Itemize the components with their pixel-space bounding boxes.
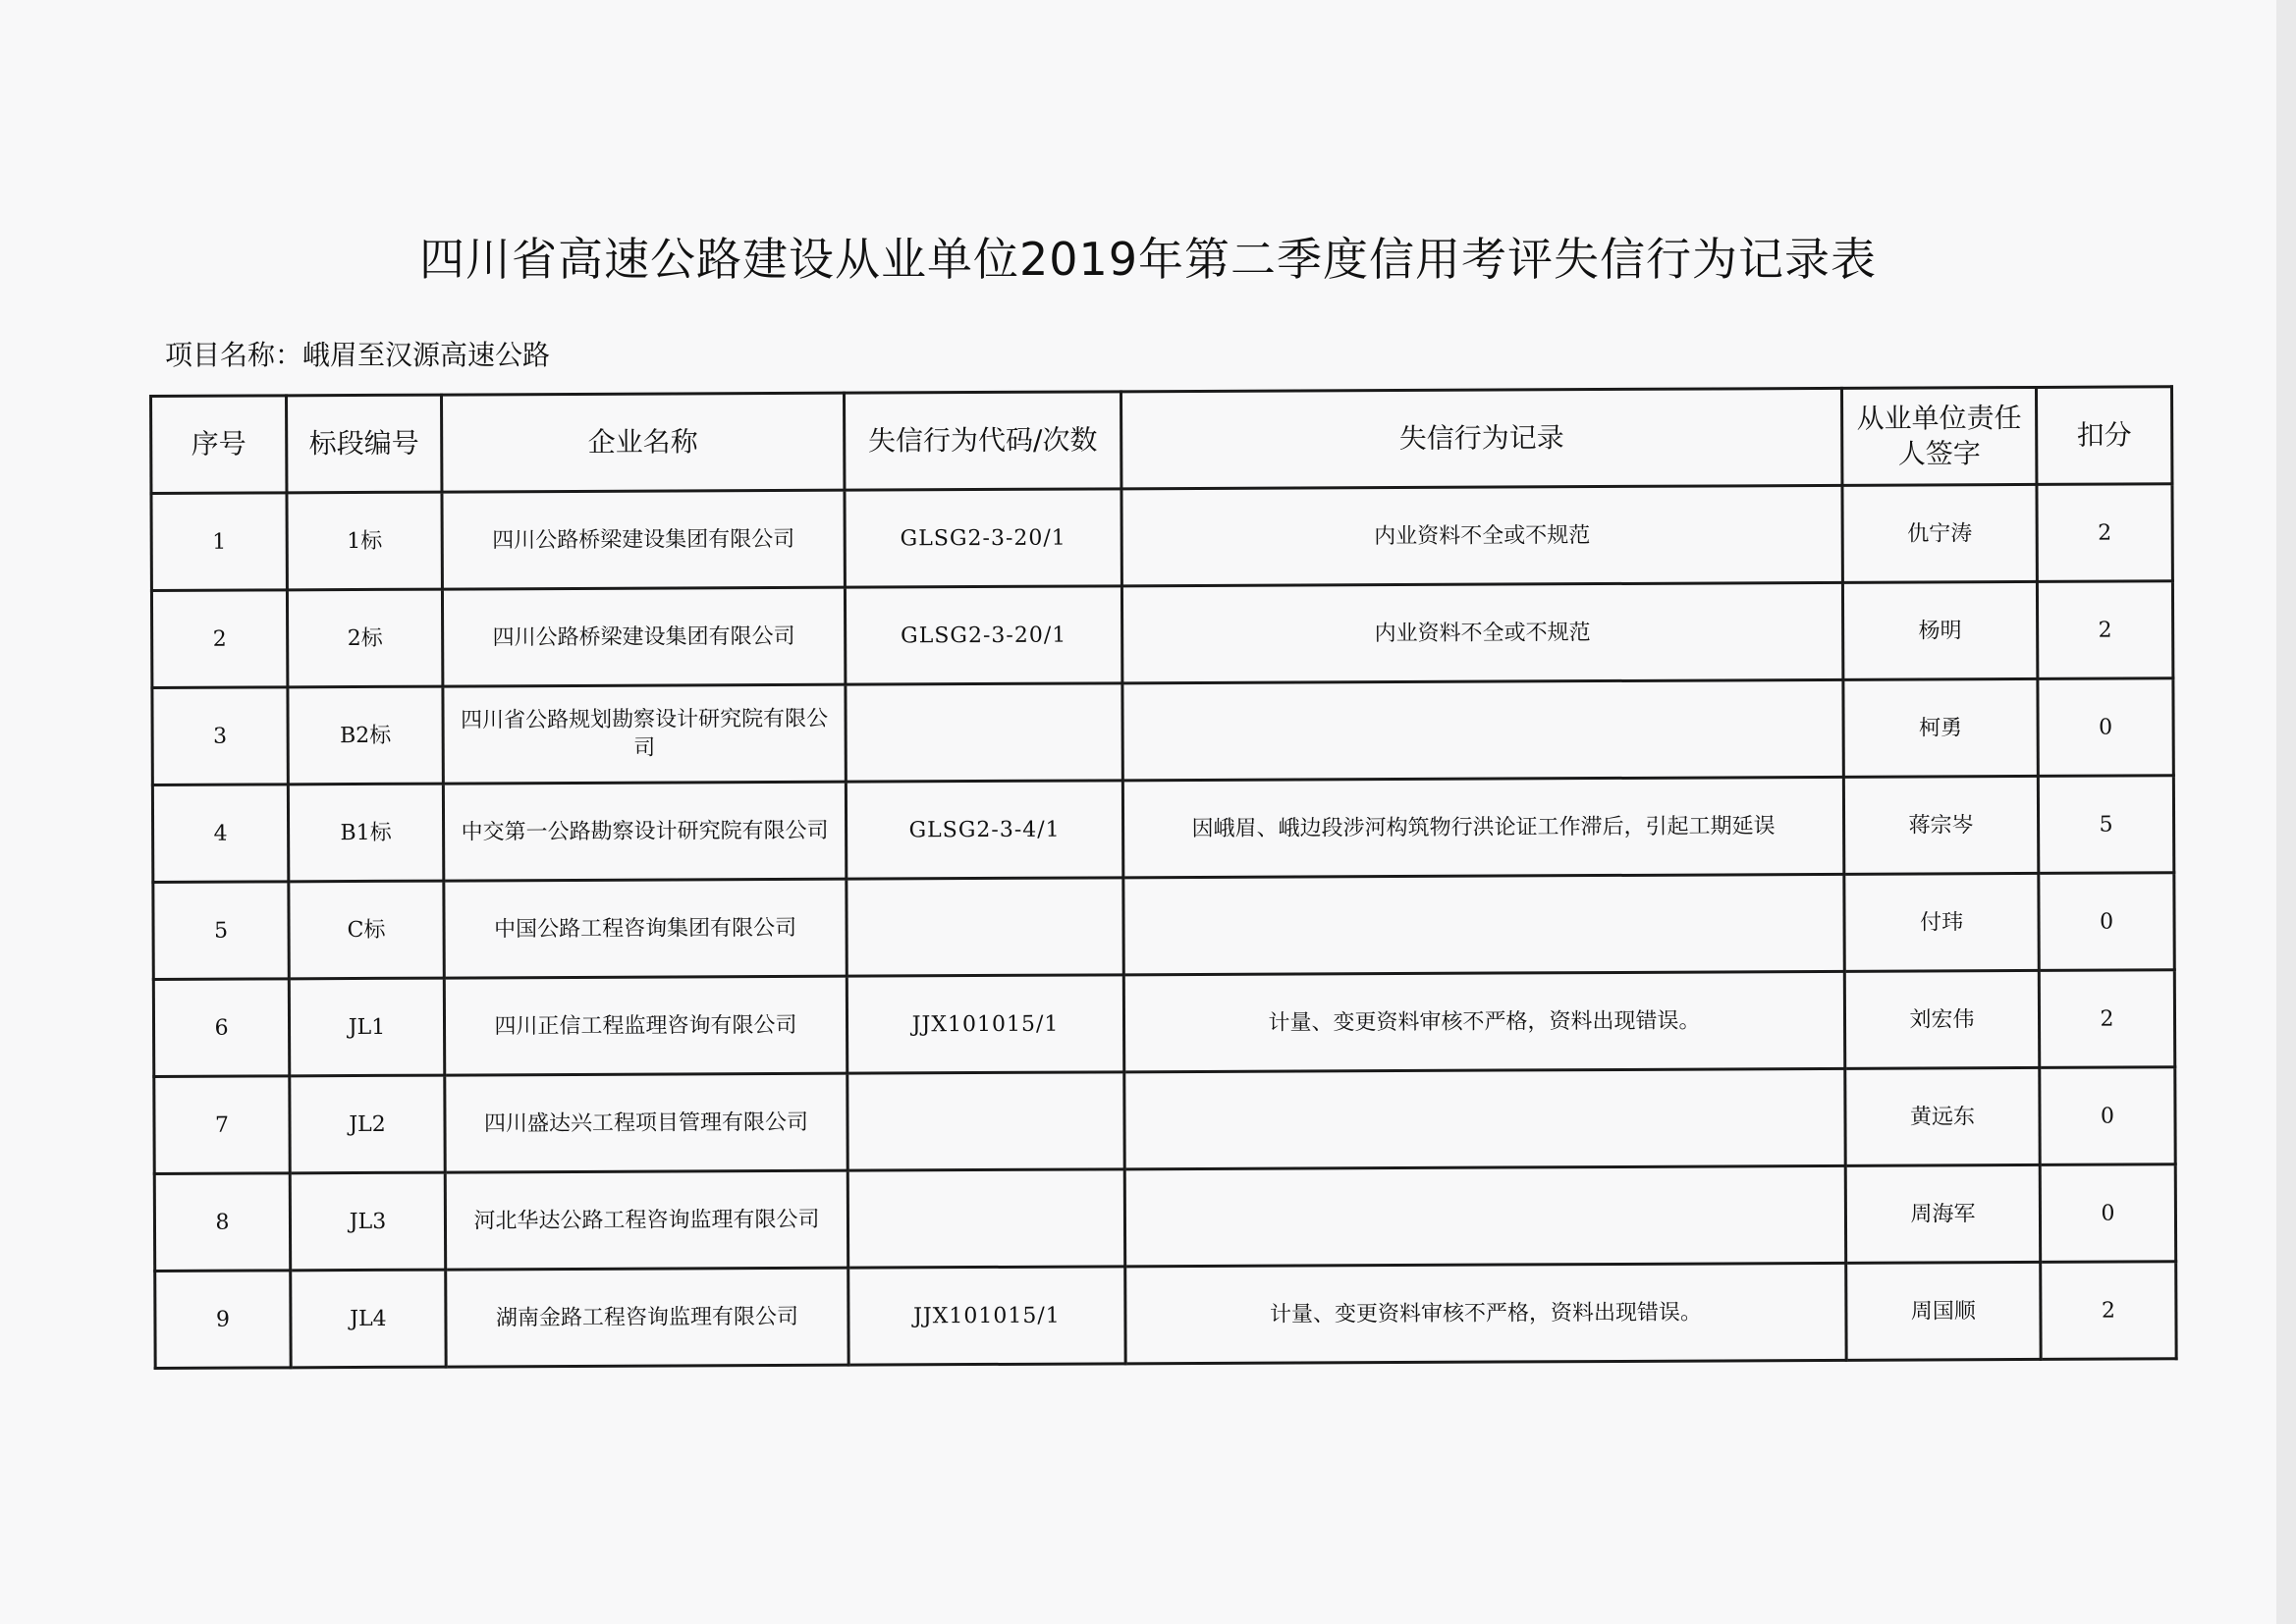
cell-section: B2标: [288, 686, 443, 785]
cell-points: 2: [2037, 484, 2172, 582]
header-cell: 企业名称: [442, 393, 845, 492]
cell-company: 河北华达公路工程咨询监理有限公司: [445, 1170, 847, 1270]
cell-company: 四川公路桥梁建设集团有限公司: [442, 490, 845, 589]
cell-company: 四川公路桥梁建设集团有限公司: [442, 587, 845, 686]
cell-signer: 黄远东: [1845, 1067, 2040, 1165]
header-cell: 失信行为代码/次数: [844, 392, 1121, 490]
cell-no: 8: [154, 1173, 290, 1272]
table-row: [154, 1067, 2175, 1174]
cell-code: JJX101015/1: [848, 1267, 1125, 1365]
cell-section: C标: [289, 881, 444, 979]
cell-points: 0: [2040, 1164, 2175, 1263]
cell-section: JL3: [290, 1172, 445, 1271]
cell-section: JL4: [291, 1270, 446, 1368]
project-name-label: 项目名称：峨眉至汉源高速公路: [165, 339, 551, 371]
cell-code: [847, 878, 1123, 976]
table-row: [153, 970, 2174, 1077]
cell-no: 7: [154, 1076, 290, 1174]
table-row: [151, 484, 2172, 591]
table-row: [153, 873, 2174, 980]
cell-points: 2: [2041, 1262, 2176, 1360]
cell-points: 2: [2039, 970, 2174, 1068]
cell-signer: 柯勇: [1843, 678, 2038, 777]
cell-no: 4: [152, 785, 288, 883]
cell-signer: 仇宁涛: [1842, 484, 2037, 582]
cell-section: 2标: [287, 589, 442, 687]
cell-record: 计量、变更资料审核不严格，资料出现错误。: [1125, 1263, 1846, 1363]
cell-section: 1标: [287, 492, 442, 590]
cell-points: 0: [2039, 873, 2174, 971]
cell-record: 计量、变更资料审核不严格，资料出现错误。: [1123, 971, 1844, 1071]
cell-section: JL1: [289, 978, 444, 1076]
cell-code: [847, 1072, 1124, 1170]
cell-code: GLSG2-3-20/1: [845, 489, 1121, 587]
header-cell: 序号: [151, 396, 287, 494]
cell-signer: 付玮: [1844, 873, 2039, 971]
cell-record: [1122, 679, 1843, 780]
table-row: [151, 581, 2172, 688]
cell-company: 四川盛达兴工程项目管理有限公司: [445, 1073, 847, 1172]
cell-record: [1124, 1068, 1845, 1168]
cell-company: 中交第一公路勘察设计研究院有限公司: [443, 782, 846, 881]
cell-no: 9: [155, 1271, 291, 1369]
cell-code: [847, 1169, 1124, 1268]
cell-company: 湖南金路工程咨询监理有限公司: [446, 1268, 848, 1367]
cell-signer: 周国顺: [1846, 1262, 2041, 1360]
cell-code: JJX101015/1: [847, 975, 1123, 1073]
cell-section: B1标: [288, 784, 443, 882]
cell-company: 四川省公路规划勘察设计研究院有限公司: [443, 684, 846, 784]
cell-no: 2: [151, 590, 287, 688]
cell-code: GLSG2-3-20/1: [845, 586, 1121, 684]
table-row: [152, 678, 2173, 785]
header-cell: 从业单位责任人签字: [1841, 387, 2036, 485]
table-row: [155, 1262, 2176, 1369]
cell-section: JL2: [290, 1075, 445, 1173]
table-row: [152, 776, 2173, 883]
cell-no: 6: [153, 979, 289, 1077]
cell-record: 内业资料不全或不规范: [1121, 485, 1842, 585]
cell-record: [1123, 874, 1844, 974]
cell-code: GLSG2-3-4/1: [846, 781, 1122, 879]
scan-edge: [2276, 0, 2296, 1624]
cell-record: 内业资料不全或不规范: [1121, 582, 1842, 682]
cell-company: 四川正信工程监理咨询有限公司: [444, 976, 847, 1075]
document-title: 四川省高速公路建设从业单位2019年第二季度信用考评失信行为记录表: [418, 233, 1878, 286]
header-cell: 扣分: [2036, 387, 2171, 485]
cell-record: [1124, 1165, 1845, 1266]
cell-signer: 周海军: [1845, 1164, 2040, 1263]
cell-company: 中国公路工程咨询集团有限公司: [444, 879, 847, 978]
cell-points: 0: [2038, 678, 2173, 777]
credit-record-table: [149, 385, 2178, 1370]
table-header-row: [151, 387, 2172, 494]
cell-record: 因峨眉、峨边段涉河构筑物行洪论证工作滞后，引起工期延误: [1122, 777, 1843, 877]
header-cell: 标段编号: [287, 395, 442, 493]
cell-points: 5: [2038, 776, 2173, 874]
cell-code: [846, 683, 1122, 782]
cell-signer: 刘宏伟: [1844, 970, 2039, 1068]
cell-no: 5: [153, 882, 289, 980]
cell-signer: 杨明: [1842, 581, 2037, 679]
cell-no: 1: [151, 493, 287, 591]
table-row: [154, 1164, 2175, 1272]
cell-points: 0: [2040, 1067, 2175, 1165]
cell-no: 3: [152, 687, 288, 785]
cell-points: 2: [2037, 581, 2172, 679]
header-cell: 失信行为记录: [1121, 388, 1841, 488]
cell-signer: 蒋宗岑: [1843, 776, 2038, 874]
